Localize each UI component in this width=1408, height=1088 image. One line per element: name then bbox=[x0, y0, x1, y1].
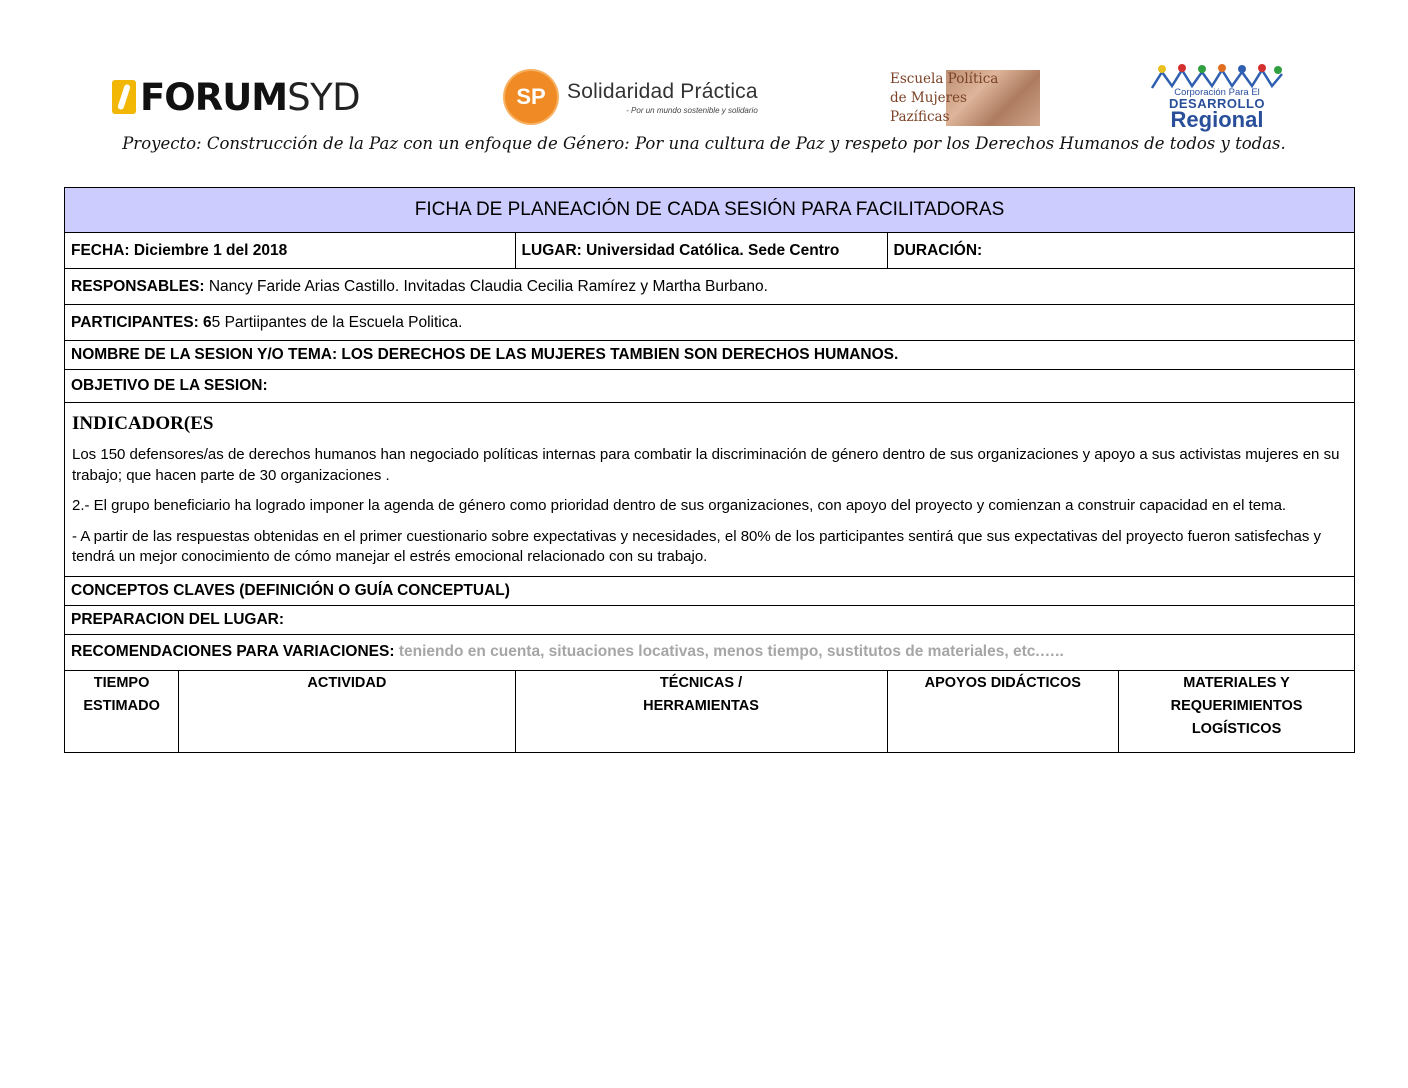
indicadores-title: INDICADOR(ES bbox=[72, 413, 214, 434]
col-header-tecnicas bbox=[515, 670, 887, 752]
col-header-apoyos-line: APOYOS DIDÁCTICOS bbox=[924, 674, 1081, 691]
col-header-actividad-line: ACTIVIDAD bbox=[307, 674, 387, 691]
recomendaciones-label: RECOMENDACIONES PARA VARIACIONES: bbox=[71, 643, 399, 660]
regional-logo-small: Corporación Para El bbox=[1174, 87, 1260, 98]
regional-logo-mid: DESARROLLO bbox=[1169, 96, 1265, 111]
escuela-logo-line-2: de Mujeres bbox=[890, 90, 967, 106]
regional-logo-big: Regional bbox=[1170, 107, 1264, 132]
col-header-materiales-line: REQUERIMIENTOS bbox=[1170, 697, 1303, 714]
indicadores-field[interactable] bbox=[65, 403, 1355, 577]
col-header-tecnicas-line: HERRAMIENTAS bbox=[643, 697, 759, 714]
indicador-item: 2.- El grupo beneficiario ha logrado imponer la agenda de género como prioridad dentro de sus organizaciones, con apoyo del proyecto y comienzan a construir capacidad en el tema. bbox=[72, 497, 1287, 514]
col-header-tecnicas-line: TÉCNICAS / bbox=[659, 674, 743, 691]
recomendaciones-hint: teniendo en cuenta, situaciones locativas, menos tiempo, sustitutos de materiales, etc.….. bbox=[398, 643, 1064, 660]
sp-logo-name: Solidaridad Práctica bbox=[567, 79, 758, 103]
indicador-item: Los 150 defensores/as de derechos humanos han negociado políticas internas para combatir la discriminación de género dentro de sus organizaciones y apoyo a sus activistas mujeres en su trabajo; que hacen parte de 30 organizaciones . bbox=[72, 446, 1340, 484]
participantes-field[interactable] bbox=[65, 305, 1355, 341]
col-header-tiempo bbox=[65, 670, 179, 752]
form-title: FICHA DE PLANEACIÓN DE CADA SESIÓN PARA FACILITADORAS bbox=[65, 188, 1355, 233]
col-header-tiempo-line: TIEMPO bbox=[93, 674, 150, 691]
sp-circle-icon: SP bbox=[505, 71, 557, 123]
nombre-sesion-field[interactable]: NOMBRE DE LA SESION Y/O TEMA: LOS DERECHOS DE LAS MUJERES TAMBIEN SON DERECHOS HUMANOS. bbox=[65, 341, 1355, 370]
lugar-field[interactable]: LUGAR: Universidad Católica. Sede Centro bbox=[515, 233, 887, 269]
escuela-logo-line-1: Escuela Política bbox=[890, 71, 999, 87]
project-title: Proyecto: Construcción de la Paz con un enfoque de Género: Por una cultura de Paz y respeto por los Derechos Humanos de todos y todas. bbox=[122, 134, 1286, 153]
desarrollo-regional-logo bbox=[1146, 64, 1288, 130]
col-header-tiempo-line: ESTIMADO bbox=[83, 697, 160, 714]
indicador-item: - A partir de las respuestas obtenidas en el primer cuestionario sobre expectativas y necesidades, el 80% de los participantes sentirá que sus expectativas del proyecto fueron satisfechas y tendrá un mejor conocimiento de cómo manejar el estrés emocional relacionado con su trabajo. bbox=[72, 527, 1322, 565]
responsables-label: RESPONSABLES: bbox=[71, 277, 209, 295]
solidaridad-practica-logo bbox=[505, 68, 758, 126]
forumsyd-emblem-icon bbox=[112, 80, 136, 114]
recomendaciones-field[interactable] bbox=[65, 634, 1355, 670]
col-header-materiales-line: LOGÍSTICOS bbox=[1191, 720, 1282, 737]
col-header-materiales-line: MATERIALES Y bbox=[1183, 674, 1290, 691]
duracion-field[interactable]: DURACIÓN: bbox=[887, 233, 1355, 269]
sp-logo-slogan: - Por un mundo sostenible y solidario bbox=[626, 105, 758, 115]
forumsyd-logo-light: SYD bbox=[287, 75, 361, 119]
responsables-value: Nancy Faride Arias Castillo. Invitadas Claudia Cecilia Ramírez y Martha Burbano. bbox=[208, 277, 768, 295]
escuela-logo-line-3: Pazíficas bbox=[890, 109, 950, 125]
fecha-field[interactable]: FECHA: Diciembre 1 del 2018 bbox=[65, 233, 516, 269]
participantes-value: 5 Partiipantes de la Escuela Politica. bbox=[211, 313, 463, 331]
participantes-label: PARTICIPANTES: 6 bbox=[71, 313, 212, 331]
responsables-field[interactable] bbox=[65, 269, 1355, 305]
col-header-actividad bbox=[179, 670, 515, 752]
preparacion-field[interactable]: PREPARACION DEL LUGAR: bbox=[65, 605, 1355, 634]
forumsyd-logo-bold: FORUM bbox=[140, 75, 288, 119]
conceptos-field[interactable]: CONCEPTOS CLAVES (DEFINICIÓN O GUÍA CONCEPTUAL) bbox=[65, 576, 1355, 605]
logo-bar bbox=[0, 62, 1408, 134]
session-planning-form bbox=[64, 187, 1355, 753]
objetivo-field[interactable]: OBJETIVO DE LA SESION: bbox=[65, 370, 1355, 403]
col-header-apoyos bbox=[887, 670, 1119, 752]
escuela-politica-logo bbox=[888, 68, 1042, 128]
col-header-materiales bbox=[1119, 670, 1355, 752]
forumsyd-logo bbox=[112, 76, 360, 118]
